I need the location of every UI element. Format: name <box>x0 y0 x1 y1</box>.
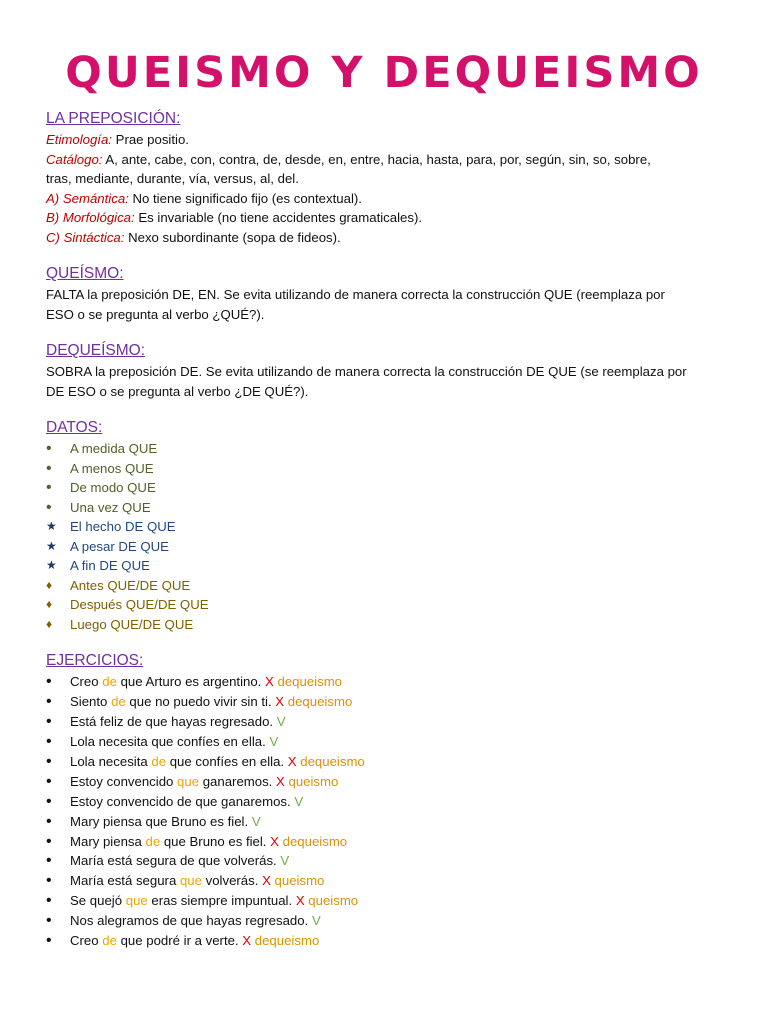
list-item: • A medida QUE <box>46 440 158 457</box>
catalogo-label: Catálogo: <box>46 151 103 167</box>
sentence-pre: Creo <box>70 933 103 949</box>
highlight-word: de <box>145 833 161 849</box>
page-title: QUEISMO Y DEQUEISMO <box>65 48 703 98</box>
list-item: ♦ Después QUE/DE QUE <box>46 595 726 615</box>
star-icon: ★ <box>46 519 57 533</box>
sentence-pre: Lola necesita <box>70 753 152 769</box>
diamond-icon: ♦ <box>46 597 53 611</box>
sintactica-line <box>46 228 726 248</box>
etimologia-label: Etimología: <box>46 132 112 147</box>
wrong-mark: X <box>275 693 285 709</box>
list-item <box>46 812 726 832</box>
ejercicios-list <box>46 672 726 951</box>
bullet-icon: • <box>46 932 52 950</box>
list-item <box>46 752 726 772</box>
wrong-mark: X <box>270 833 279 849</box>
preposicion-section <box>46 109 726 248</box>
sentence-pre: Creo <box>70 674 103 689</box>
list-item <box>46 692 726 712</box>
error-tag: dequeismo <box>282 833 348 849</box>
preposicion-heading: LA PREPOSICIÓN: <box>46 110 181 127</box>
list-item: ★ A pesar DE QUE <box>46 537 726 557</box>
correct-mark: V <box>311 913 321 929</box>
list-item <box>46 672 726 692</box>
bullet-icon: • <box>46 459 52 477</box>
list-item: • De modo QUE <box>46 479 156 496</box>
dequeismo-heading: DEQUEÍSMO: <box>46 342 146 359</box>
highlight-word: de <box>102 933 117 949</box>
catalogo-line <box>46 150 726 170</box>
highlight-word: de <box>111 693 126 709</box>
ejercicios-heading: EJERCICIOS: <box>46 652 144 669</box>
list-item <box>46 911 726 931</box>
bullet-icon: • <box>46 673 52 690</box>
bullet-icon: • <box>46 812 52 830</box>
sentence-pre: Estoy convencido de que ganaremos. <box>70 793 291 809</box>
correct-mark: V <box>280 853 290 869</box>
morfologica-text: Es invariable (no tiene accidentes gramaticales). <box>134 210 423 226</box>
dequeismo-section <box>46 341 726 401</box>
wrong-mark: X <box>265 674 274 689</box>
datos-section <box>46 418 726 634</box>
sentence-post: que confíes en ella. <box>166 753 285 769</box>
sentence-post: que Bruno es fiel. <box>160 833 267 849</box>
highlight-word: de <box>102 674 117 689</box>
morfologica-label: B) Morfológica: <box>46 210 135 226</box>
list-item <box>46 891 726 911</box>
queismo-line-2: ESO o se pregunta al verbo ¿QUÉ?). <box>46 306 265 322</box>
morfologica-line <box>46 208 726 228</box>
list-item <box>46 851 726 871</box>
sintactica-text: Nexo subordinante (sopa de fideos). <box>124 229 341 245</box>
highlight-word: de <box>151 753 167 769</box>
error-tag: dequeismo <box>287 693 353 709</box>
sentence-pre: Se quejó <box>70 893 126 909</box>
highlight-word: que <box>125 893 148 909</box>
bullet-icon: • <box>46 692 52 710</box>
list-item: ♦ Luego QUE/DE QUE <box>46 615 726 635</box>
sentence-post: que no puedo vivir sin ti. <box>125 693 272 709</box>
bullet-icon: • <box>46 772 52 790</box>
list-item: • A menos QUE <box>46 459 154 477</box>
dequeismo-line-2: DE ESO o se pregunta al verbo ¿DE QUÉ?). <box>46 383 309 399</box>
datos-heading: DATOS: <box>46 419 103 436</box>
sentence-pre: Mary piensa que Bruno es fiel. <box>70 813 249 829</box>
sentence-pre: Mary piensa <box>70 833 146 849</box>
wrong-mark: X <box>287 753 297 769</box>
semantica-text: No tiene significado fijo (es contextual). <box>128 190 362 206</box>
sentence-pre: María está segura <box>70 873 180 889</box>
bullet-icon: • <box>46 792 52 810</box>
sentence-pre: Siento <box>70 693 112 709</box>
queismo-section <box>46 264 726 324</box>
semantica-line <box>46 189 726 209</box>
list-item: ★ A fin DE QUE <box>46 556 726 576</box>
sentence-pre: Lola necesita que confíes en ella. <box>70 733 266 749</box>
list-item <box>46 931 726 951</box>
sentence-pre: Nos alegramos de que hayas regresado. <box>70 913 309 929</box>
error-tag: dequeismo <box>300 753 365 769</box>
bullet-icon: • <box>46 732 52 750</box>
list-item: • Una vez QUE <box>46 498 151 516</box>
bullet-icon: • <box>46 912 52 930</box>
wrong-mark: X <box>276 773 285 789</box>
list-item <box>46 712 726 732</box>
list-item: ♦ Antes QUE/DE QUE <box>46 576 726 596</box>
dequeismo-line-1: SOBRA la preposición DE. Se evita utilizando de manera correcta la construcción DE QUE (se reemplaza por <box>46 364 687 379</box>
highlight-word: que <box>179 873 202 889</box>
bullet-icon: • <box>46 752 52 770</box>
error-tag: queismo <box>288 773 339 789</box>
error-tag: dequeismo <box>254 933 320 949</box>
semantica-label: A) Semántica: <box>46 190 129 206</box>
sentence-post: ganaremos. <box>199 773 273 789</box>
sentence-post: que podré ir a verte. <box>116 933 239 949</box>
catalogo-text-1: A, ante, cabe, con, contra, de, desde, en, entre, hacia, hasta, para, por, según, sin, so, sobre, <box>102 151 651 167</box>
wrong-mark: X <box>242 933 252 949</box>
error-tag: queismo <box>274 873 325 889</box>
correct-mark: V <box>276 713 286 729</box>
bullet-icon: • <box>46 892 52 910</box>
sentence-post: volverás. <box>201 873 259 889</box>
list-item <box>46 792 726 812</box>
ejercicios-section <box>46 651 726 951</box>
list-item <box>46 772 726 792</box>
bullet-icon: • <box>46 872 52 890</box>
sentence-pre: Está feliz de que hayas regresado. <box>70 713 274 729</box>
sentence-pre: Estoy convencido <box>70 773 178 789</box>
bullet-icon: • <box>46 832 52 850</box>
diamond-icon: ♦ <box>46 616 53 631</box>
list-item <box>46 871 726 891</box>
etimologia-line <box>46 130 726 150</box>
star-icon: ★ <box>46 538 57 553</box>
star-icon: ★ <box>46 558 57 572</box>
list-item <box>46 832 726 852</box>
correct-mark: V <box>269 733 279 749</box>
catalogo-text-2: tras, mediante, durante, vía, versus, al, del. <box>46 171 299 187</box>
datos-list <box>46 439 726 634</box>
list-item: ★ El hecho DE QUE <box>46 517 726 537</box>
bullet-icon: • <box>46 712 52 730</box>
correct-mark: V <box>251 813 261 829</box>
wrong-mark: X <box>295 893 305 909</box>
list-item <box>46 732 726 752</box>
bullet-icon: • <box>46 479 52 496</box>
wrong-mark: X <box>262 873 271 889</box>
highlight-word: que <box>177 773 200 789</box>
sentence-pre: María está segura de que volverás. <box>70 853 277 869</box>
sentence-post: eras siempre impuntual. <box>147 893 293 909</box>
error-tag: dequeismo <box>277 674 343 689</box>
queismo-heading: QUEÍSMO: <box>46 265 124 282</box>
correct-mark: V <box>294 793 304 809</box>
etimologia-text: Prae positio. <box>111 132 189 147</box>
bullet-icon: • <box>46 852 52 870</box>
bullet-icon: • <box>46 498 52 516</box>
bullet-icon: • <box>46 440 52 457</box>
sentence-post: que Arturo es argentino. <box>116 674 262 689</box>
error-tag: queismo <box>308 893 359 909</box>
sintactica-label: C) Sintáctica: <box>46 229 125 245</box>
queismo-line-1: FALTA la preposición DE, EN. Se evita utilizando de manera correcta la construcción QUE (reemplaza por <box>46 287 665 302</box>
diamond-icon: ♦ <box>46 577 53 592</box>
